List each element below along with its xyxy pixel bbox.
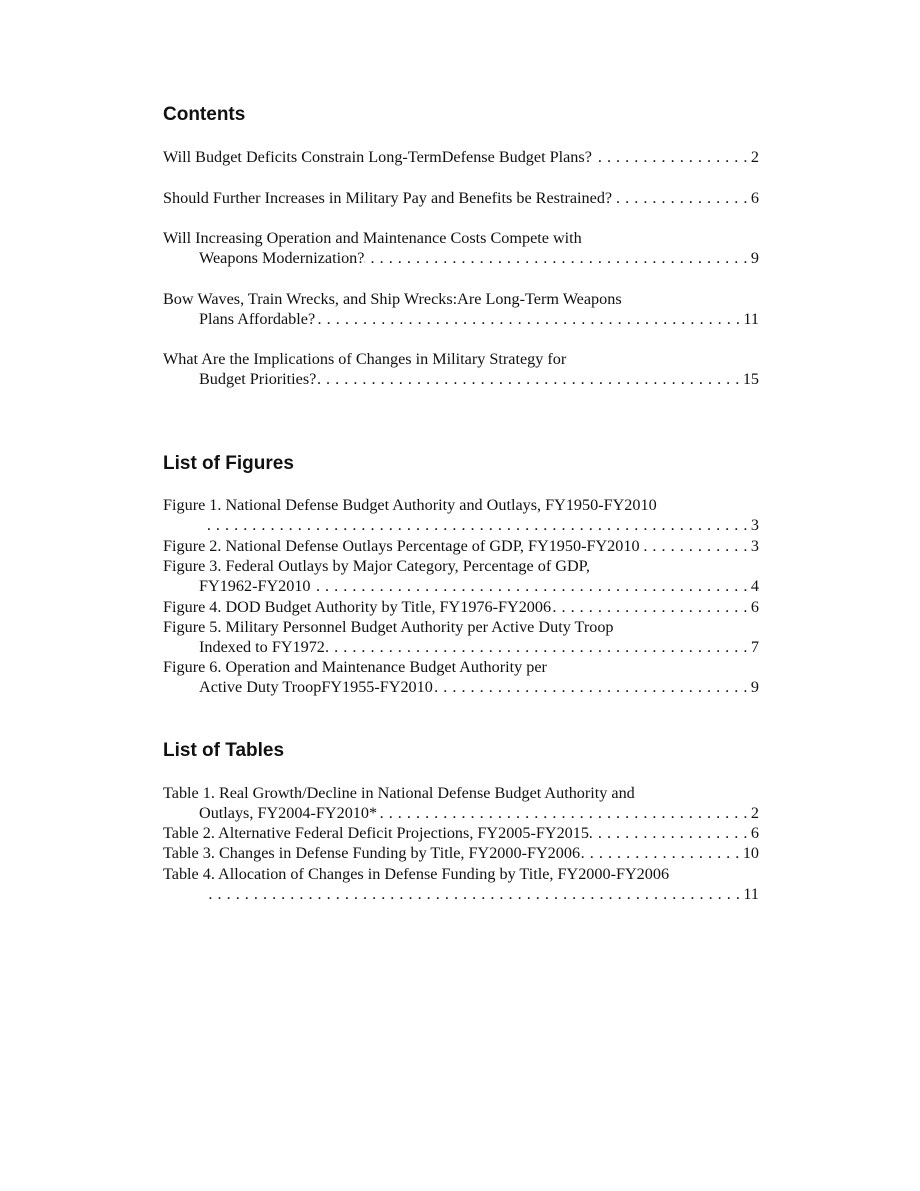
page-number: 3 xyxy=(750,516,759,535)
page-number: 10 xyxy=(742,844,759,862)
leader-dots xyxy=(311,576,751,596)
table-entry-title: Table 2. Alternative Federal Deficit Projections, FY2005-FY2015 xyxy=(163,824,589,842)
leader-dots xyxy=(589,823,751,843)
figure-entry[interactable] xyxy=(163,495,759,536)
leader-dots xyxy=(206,515,751,535)
toc-entry[interactable] xyxy=(163,147,759,167)
page-number: 6 xyxy=(750,189,759,207)
figure-entry-title: Figure 1. National Defense Budget Authority and Outlays, FY1950-FY2010 xyxy=(163,496,657,514)
figure-entry-title: Figure 2. National Defense Outlays Percentage of GDP, FY1950-FY2010 xyxy=(163,537,640,555)
toc-entry[interactable] xyxy=(163,289,759,330)
page-number: 2 xyxy=(750,804,759,823)
leader-dots xyxy=(325,637,751,657)
leader-dots xyxy=(612,188,751,208)
figure-entry-title: Figure 3. Federal Outlays by Major Category, Percentage of GDP, xyxy=(163,557,590,575)
toc-entry-title: What Are the Implications of Changes in Military Strategy for xyxy=(163,350,567,368)
leader-dots xyxy=(364,248,750,268)
page-number: 6 xyxy=(750,824,759,842)
leader-dots xyxy=(433,677,751,697)
figure-entry-title-continued: Indexed to FY1972 xyxy=(199,638,325,657)
toc-entry[interactable] xyxy=(163,188,759,208)
toc-entry[interactable] xyxy=(163,349,759,390)
page-number: 4 xyxy=(750,577,759,596)
toc-entry[interactable] xyxy=(163,228,759,269)
leader-dots xyxy=(315,309,743,329)
page-number: 2 xyxy=(750,148,759,166)
figure-entry[interactable] xyxy=(163,597,759,617)
table-entry-title: Table 3. Changes in Defense Funding by Title, FY2000-FY2006 xyxy=(163,844,581,862)
leader-dots xyxy=(377,803,751,823)
page-number: 9 xyxy=(750,249,759,268)
page-number: 3 xyxy=(750,537,759,555)
toc-entry-title-continued: Weapons Modernization? xyxy=(199,249,365,268)
figure-entry-title-continued: FY1962-FY2010 xyxy=(199,577,311,596)
table-entry-title-continued: Outlays, FY2004-FY2010* xyxy=(199,804,378,823)
figure-entry-title: Figure 5. Military Personnel Budget Authority per Active Duty Troop xyxy=(163,618,614,636)
figure-entry[interactable] xyxy=(163,657,759,698)
table-entry[interactable] xyxy=(163,823,759,843)
leader-dots xyxy=(640,536,751,556)
figure-entry[interactable] xyxy=(163,617,759,658)
figure-entry[interactable] xyxy=(163,556,759,597)
toc-entry-title-continued: Budget Priorities? xyxy=(199,370,317,389)
figure-entry-title: Figure 4. DOD Budget Authority by Title, FY1976-FY2006 xyxy=(163,598,552,616)
toc-entry-title: Will Budget Deficits Constrain Long-TermDefense Budget Plans? xyxy=(163,148,592,166)
leader-dots xyxy=(316,369,742,389)
page-number: 7 xyxy=(750,638,759,657)
page-number: 11 xyxy=(743,310,759,329)
figure-entry-title-continued: Active Duty TroopFY1955-FY2010 xyxy=(199,678,433,697)
toc-entry-title: Should Further Increases in Military Pay and Benefits be Restrained? xyxy=(163,189,613,207)
page-number: 6 xyxy=(750,598,759,616)
toc-entry-title: Will Increasing Operation and Maintenance Costs Compete with xyxy=(163,229,582,247)
figure-entry[interactable] xyxy=(163,536,759,556)
leader-dots xyxy=(551,597,751,617)
page-number: 9 xyxy=(750,678,759,697)
page-number: 11 xyxy=(743,885,759,904)
toc-entry-title-continued: Plans Affordable? xyxy=(199,310,316,329)
table-entry[interactable] xyxy=(163,864,759,905)
table-entry-title: Table 4. Allocation of Changes in Defense Funding by Title, FY2000-FY2006 xyxy=(163,865,670,883)
leader-dots xyxy=(206,884,743,904)
toc-entry-title: Bow Waves, Train Wrecks, and Ship Wrecks:Are Long-Term Weapons xyxy=(163,290,622,308)
leader-dots xyxy=(580,843,743,863)
figure-entry-title: Figure 6. Operation and Maintenance Budget Authority per xyxy=(163,658,547,676)
contents-heading: Contents xyxy=(163,104,246,125)
table-entry[interactable] xyxy=(163,843,759,863)
list-of-tables-heading: List of Tables xyxy=(163,740,285,761)
page-number: 15 xyxy=(742,370,759,389)
table-entry[interactable] xyxy=(163,783,759,824)
leader-dots xyxy=(592,147,751,167)
table-entry-title: Table 1. Real Growth/Decline in National Defense Budget Authority and xyxy=(163,784,635,802)
list-of-figures-heading: List of Figures xyxy=(163,453,294,474)
